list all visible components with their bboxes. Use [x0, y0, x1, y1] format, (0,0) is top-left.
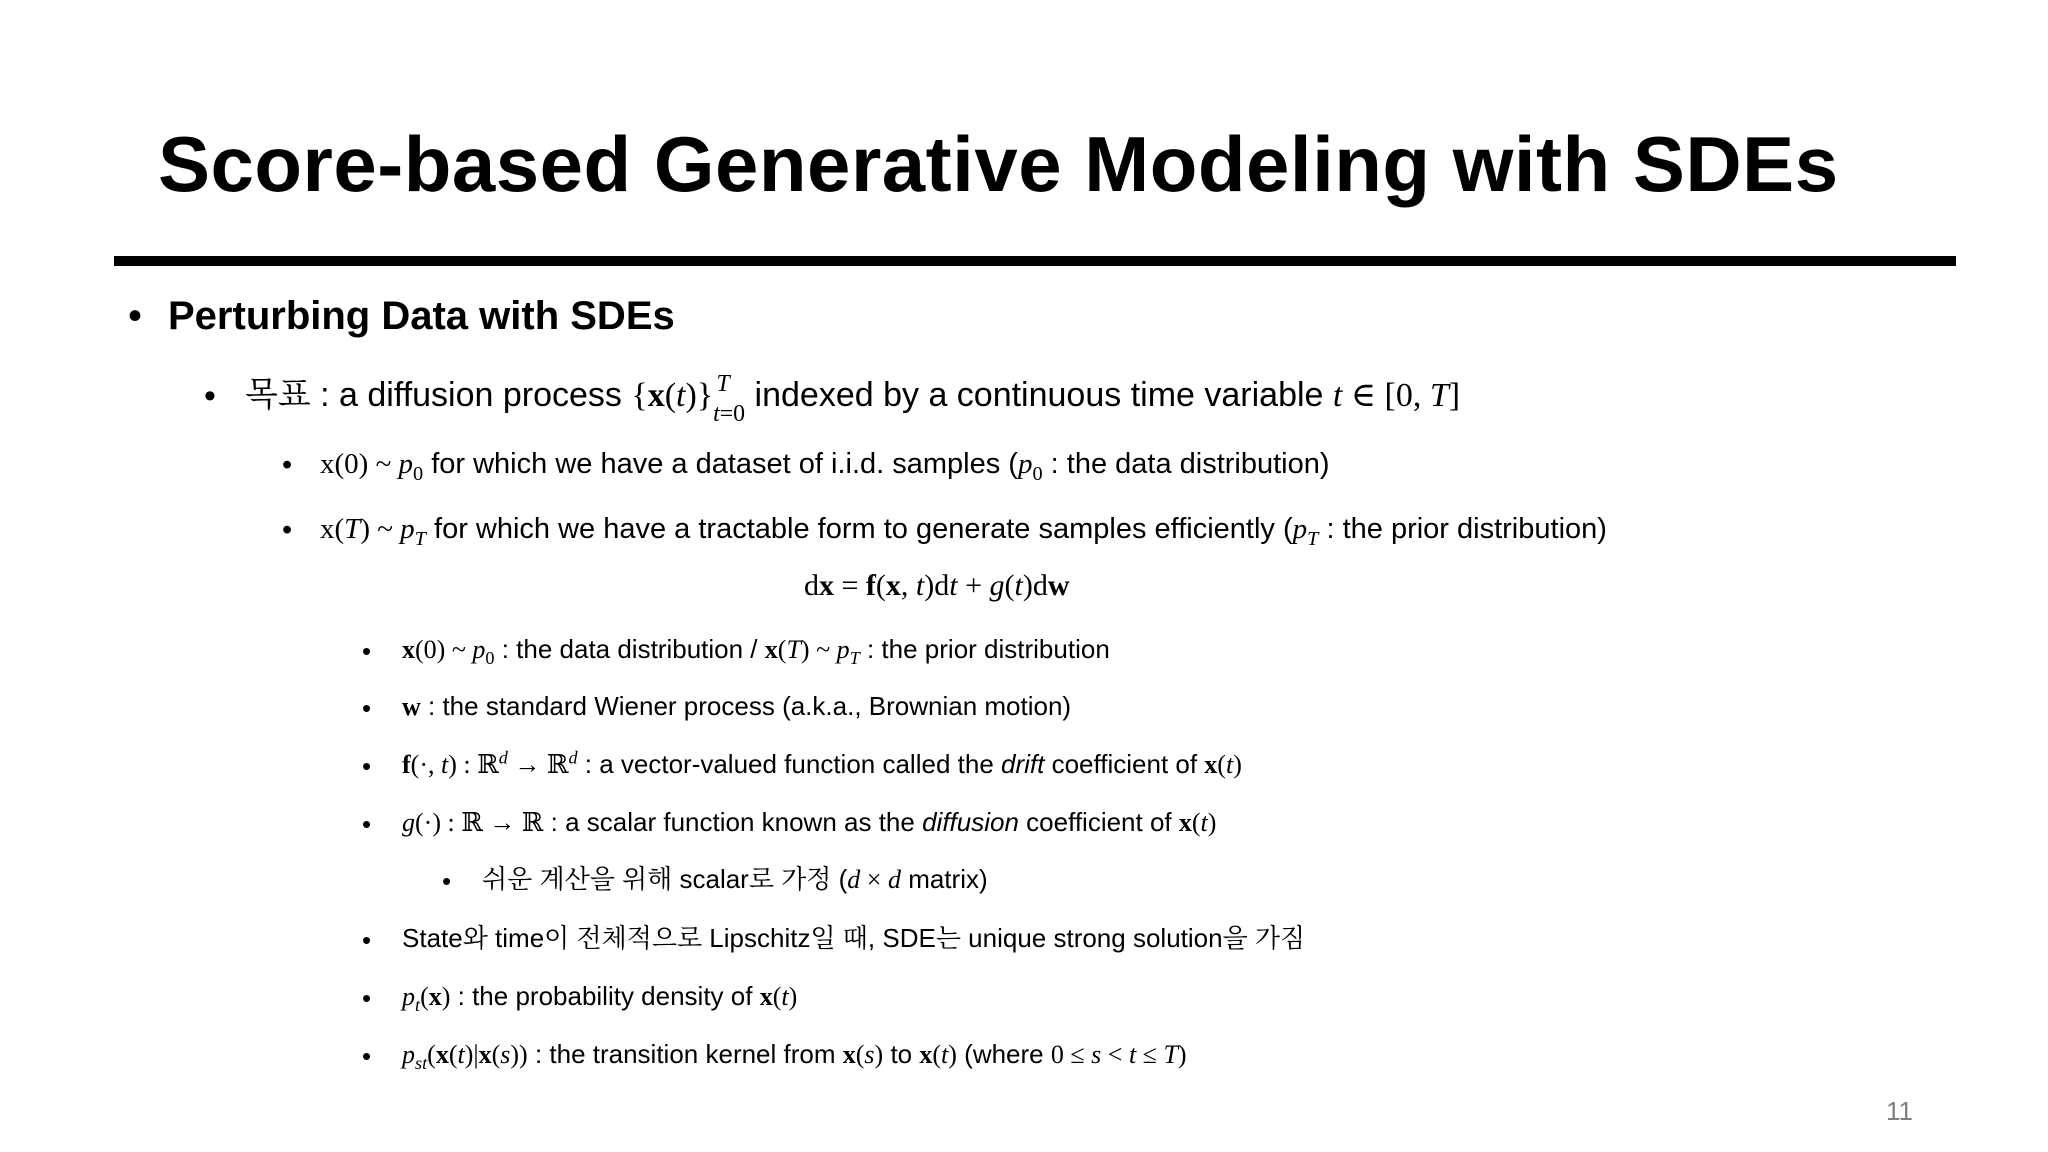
- slide-title: Score-based Generative Modeling with SDEs: [158, 120, 1839, 208]
- section-heading: Perturbing Data with SDEs: [168, 294, 675, 338]
- bullet-icon: •: [362, 636, 372, 666]
- bullet-icon: •: [362, 693, 372, 723]
- scalar-note-item: 쉬운 계산을 위해 scalar로 가정 (d × d matrix): [482, 864, 988, 894]
- sde-equation: dx = f(x, t)dt + g(t)dw: [804, 569, 1070, 602]
- bullet-icon: •: [282, 514, 293, 546]
- wiener-item: w : the standard Wiener process (a.k.a., Brownian motion): [402, 691, 1072, 721]
- diffusion-item: g(·) : ℝ → ℝ : a scalar function known as the diffusion coefficient of x(t): [402, 807, 1217, 837]
- distributions-item: x(0) ~ $p_0$ : the data distribution / x(T) ~ $p_T$ : the prior distribution: [402, 634, 1110, 669]
- density-item: $p_t(x)$ : the probability density of x(t): [402, 981, 798, 1016]
- bullet-icon: •: [442, 866, 452, 896]
- transition-kernel-item: $p_{st}(x(t)|x(s))$ : the transition kernel from x(s) to x(t) (where 0 ≤ s < t ≤ T): [402, 1039, 1187, 1074]
- page-number: 11: [1886, 1096, 1913, 1126]
- goal-line: 목표 : a diffusion process $\{x(t)\}_{t=0}^T$ indexed by a continuous time variable t ∈ [0, T]: [245, 371, 1461, 427]
- bullet-icon: •: [362, 983, 372, 1013]
- xT-item: x(T) ~ $p_T$ for which we have a tractable form to generate samples efficiently ($p_T$ : the prior distribution): [320, 513, 1607, 550]
- x0-item: x(0) ~ $p_0$ for which we have a dataset of i.i.d. samples ($p_0$ : the data distribution): [320, 448, 1330, 485]
- bullet-icon: •: [128, 294, 143, 338]
- bullet-icon: •: [362, 751, 372, 781]
- time-range-formula: t ∈ [0, T]: [1332, 377, 1461, 414]
- bullet-icon: •: [282, 449, 293, 481]
- bullet-icon: •: [204, 377, 216, 415]
- goal-label: 목표: [245, 376, 311, 414]
- drift-item: f(·, t) : ℝ$^d$ → ℝ$^d$ : a vector-valued function called the drift coefficient of x(t): [402, 747, 1242, 779]
- lipschitz-item: State와 time이 전체적으로 Lipschitz일 때, SDE는 unique strong solution을 가짐: [402, 923, 1306, 953]
- process-formula: $\{x(t)\}_{t=0}^T$: [631, 371, 746, 427]
- bullet-icon: •: [362, 1041, 372, 1071]
- title-divider: [114, 256, 1956, 266]
- bullet-icon: •: [362, 809, 372, 839]
- bullet-icon: •: [362, 925, 372, 955]
